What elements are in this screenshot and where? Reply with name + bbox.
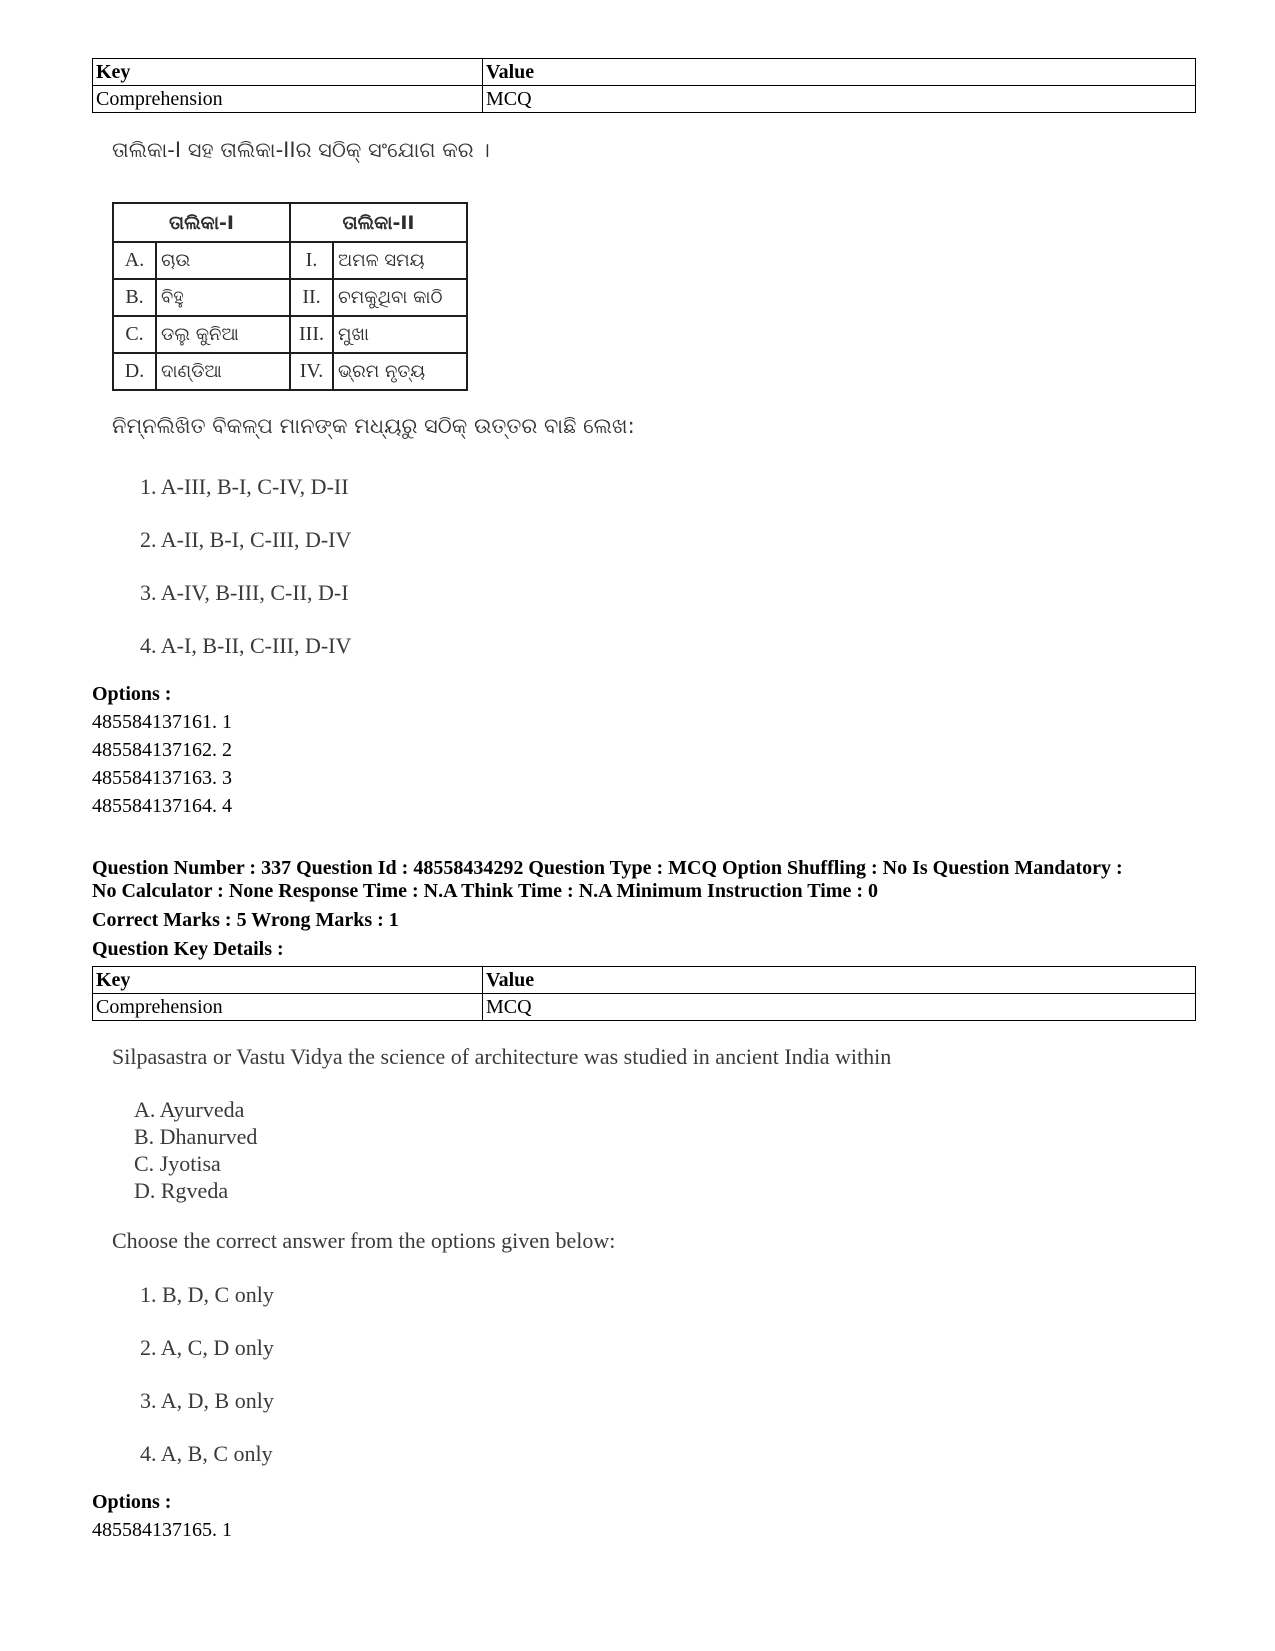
- match-table: [112, 202, 468, 391]
- table-row: [93, 994, 1196, 1021]
- answer-option-3: 3. A-IV, B-III, C-II, D-I: [140, 580, 349, 605]
- list-1-item: ଦାଣ୍ଡିଆ: [156, 353, 290, 390]
- item-list: [134, 1096, 257, 1204]
- table-header-row: [93, 59, 1196, 86]
- row-letter: A.: [113, 242, 156, 279]
- option-id: 485584137165. 1: [92, 1519, 232, 1541]
- list-1-item: ବିହୁ: [156, 279, 290, 316]
- match-row: [113, 279, 467, 316]
- table-header-row: [93, 967, 1196, 994]
- answer-option-2: 2. A-II, B-I, C-III, D-IV: [140, 527, 352, 552]
- key-header: Key: [93, 967, 483, 994]
- options-label: Options :: [92, 683, 172, 705]
- match-row: [113, 316, 467, 353]
- row-numeral: I.: [290, 242, 333, 279]
- key-header: Key: [93, 59, 483, 86]
- value-header: Value: [483, 59, 1196, 86]
- table-row: [93, 86, 1196, 113]
- list-2-item: ଭ୍ରମ ନୃତ୍ୟ: [333, 353, 467, 390]
- choose-instruction: Choose the correct answer from the options given below:: [112, 1228, 616, 1253]
- value-cell: MCQ: [483, 994, 1196, 1021]
- option-id: 485584137162. 2: [92, 739, 232, 761]
- list-2-header: ତାଲିକା-II: [290, 203, 467, 242]
- question-text: Silpasastra or Vastu Vidya the science of architecture was studied in ancient India within: [112, 1044, 892, 1069]
- list-item: D. Rgveda: [134, 1178, 229, 1203]
- value-cell: MCQ: [483, 86, 1196, 113]
- match-row: [113, 353, 467, 390]
- row-numeral: IV.: [290, 353, 333, 390]
- row-letter: B.: [113, 279, 156, 316]
- key-value-table: [92, 966, 1196, 1021]
- question-key-details-label: Question Key Details :: [92, 938, 284, 960]
- list-item: A. Ayurveda: [134, 1097, 245, 1122]
- key-cell: Comprehension: [93, 86, 483, 113]
- list-1-item: ଡଲୁ କୁନିଆ: [156, 316, 290, 353]
- list-2-item: ମୁଖା: [333, 316, 467, 353]
- choose-instruction: ନିମ୍ନଲିଖିତ ବିକଳ୍ପ ମାନଙ୍କ ମଧ୍ୟରୁ ସଠିକ୍ ଉତ୍ତର ବାଛି ଲେଖ:: [112, 414, 635, 438]
- key-cell: Comprehension: [93, 994, 483, 1021]
- answer-option-4: 4. A-I, B-II, C-III, D-IV: [140, 633, 352, 658]
- question-meta-line-1: Question Number : 337 Question Id : 48558434292 Question Type : MCQ Option Shuffling : No Is Question Mandatory :: [92, 857, 1123, 879]
- list-1-item: ଚାଉ: [156, 242, 290, 279]
- answer-option-3: 3. A, D, B only: [140, 1388, 274, 1413]
- option-id: 485584137164. 4: [92, 795, 232, 817]
- list-2-item: ଅମଳ ସମୟ: [333, 242, 467, 279]
- row-numeral: III.: [290, 316, 333, 353]
- question-marks: Correct Marks : 5 Wrong Marks : 1: [92, 909, 399, 931]
- answer-option-4: 4. A, B, C only: [140, 1441, 273, 1466]
- list-item: C. Jyotisa: [134, 1151, 221, 1176]
- value-header: Value: [483, 967, 1196, 994]
- option-id: 485584137163. 3: [92, 767, 232, 789]
- key-value-table: [92, 58, 1196, 113]
- options-label: Options :: [92, 1491, 172, 1513]
- list-1-header: ତାଲିକା-I: [113, 203, 290, 242]
- list-2-item: ଚମକୁଥିବା କାଠି: [333, 279, 467, 316]
- row-letter: D.: [113, 353, 156, 390]
- option-id: 485584137161. 1: [92, 711, 232, 733]
- question-meta-line-2: No Calculator : None Response Time : N.A Think Time : N.A Minimum Instruction Time : 0: [92, 880, 878, 902]
- question-instruction: ତାଲିକା-I ସହ ତାଲିକା-IIର ସଠିକ୍ ସଂଯୋଗ କର ।: [112, 138, 490, 162]
- row-numeral: II.: [290, 279, 333, 316]
- match-row: [113, 242, 467, 279]
- match-table-header: [113, 203, 467, 242]
- answer-option-1: 1. A-III, B-I, C-IV, D-II: [140, 474, 349, 499]
- row-letter: C.: [113, 316, 156, 353]
- answer-option-2: 2. A, C, D only: [140, 1335, 274, 1360]
- list-item: B. Dhanurved: [134, 1124, 258, 1149]
- answer-option-1: 1. B, D, C only: [140, 1282, 274, 1307]
